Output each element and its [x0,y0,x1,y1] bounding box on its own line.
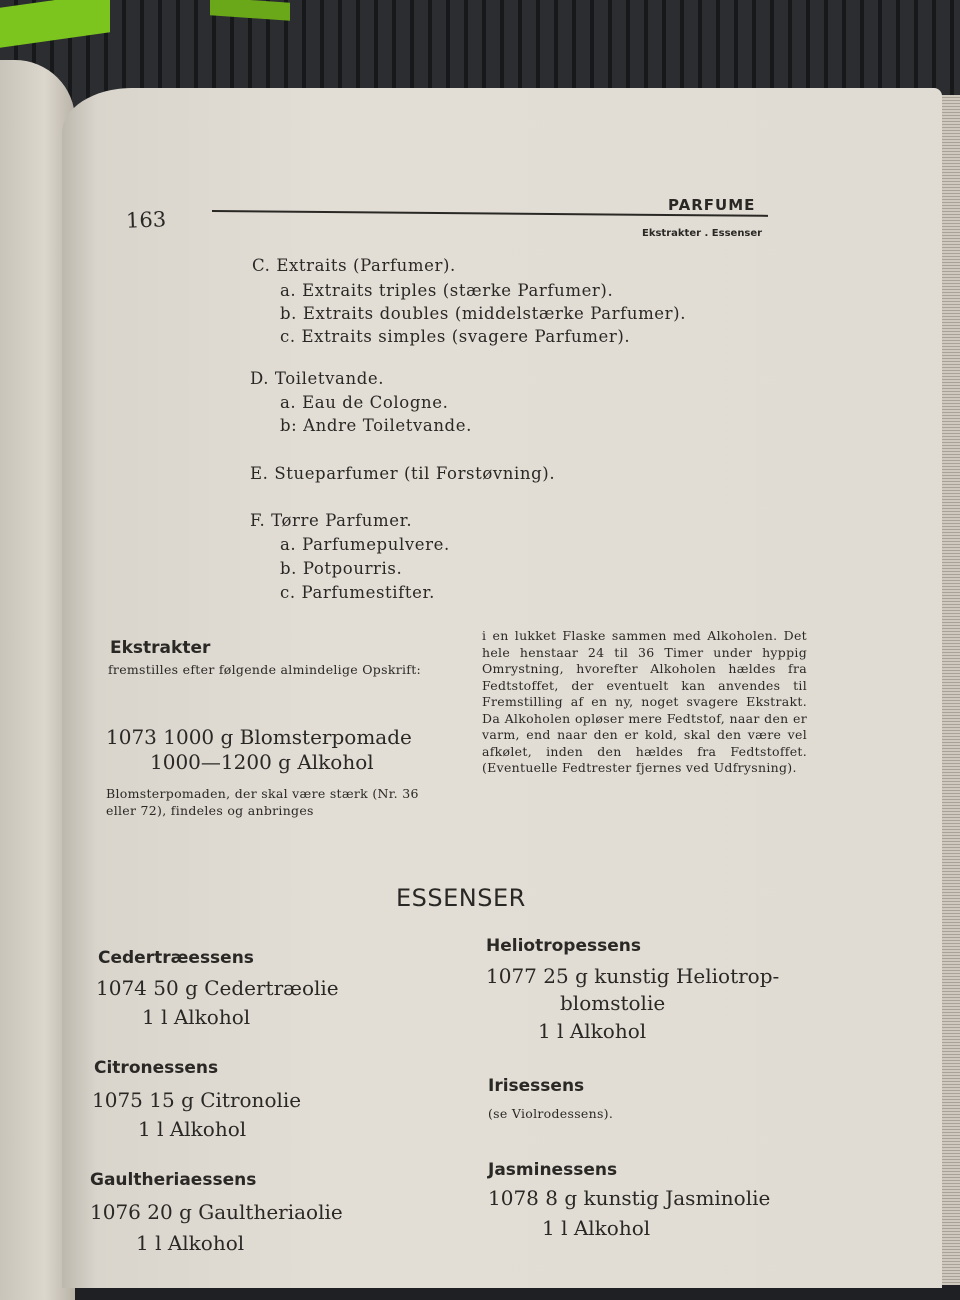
recipe-1077-line1: 1077 25 g kunstig Heliotrop- [486,964,780,988]
essens-cedertrae-heading: Cedertræessens [98,948,254,968]
outline-c-title: C. Extraits (Parfumer). [252,256,456,275]
ekstrakter-note-left: Blomsterpomaden, der skal være stærk (Nr. 36 eller 72), findeles og anbringes [106,786,419,818]
outline-f-c: c. Parfumestifter. [280,583,435,602]
essens-citron-heading: Citronessens [94,1058,219,1078]
recipe-1074-line1: 1074 50 g Cedertræolie [96,976,339,1000]
outline-c-b: b. Extraits doubles (middelstærke Parfumer). [280,304,687,323]
page-number: 163 [125,207,167,233]
recipe-1073-line1: 1073 1000 g Blomsterpomade [106,725,412,749]
outline-c-c: c. Extraits simples (svagere Parfumer). [280,327,631,346]
recipe-1078-line1: 1078 8 g kunstig Jasminolie [488,1186,771,1210]
outline-d-b: b: Andre Toiletvande. [280,416,472,435]
recipe-1077-line2: blomstolie [560,991,666,1015]
outline-d-a: a. Eau de Cologne. [280,393,449,412]
recipe-1073-line2: 1000—1200 g Alkohol [150,750,374,774]
running-header-subtitle: Ekstrakter . Essenser [642,228,763,239]
recipe-1076-line2: 1 l Alkohol [136,1231,245,1255]
outline-f-title: F. Tørre Parfumer. [250,511,413,530]
ekstrakter-note-right: i en lukket Flaske sammen med Alkoholen. Det hele henstaar 24 til 36 Timer under hyppig Omrystning, hvorefter Alkoholen hældes fra Fedtstoffet, der eventuelt kan anvendes til Fremstilling af en ny, noget svagere Ekstrakt. Da Alkoholen opløser mere Fedtstof, naar den er varm, end naar den er kold, skal den være vel afkølet, inden den hældes fra Fedtstoffet. (Eventuelle Fedtrester fjernes ved Udfrysning). [482,628,807,775]
essenser-title: ESSENSER [396,884,526,912]
outline-d-title: D. Toiletvande. [250,369,385,388]
outline-e-title: E. Stueparfumer (til Forstøvning). [250,464,556,483]
essens-jasmin-heading: Jasminessens [488,1160,618,1180]
recipe-1075-line2: 1 l Alkohol [138,1117,247,1141]
recipe-1075-line1: 1075 15 g Citronolie [92,1088,302,1112]
recipe-1076-line1: 1076 20 g Gaultheriaolie [90,1200,343,1224]
ekstrakter-intro: fremstilles efter følgende almindelige Opskrift: [108,662,422,677]
essens-heliotrop-heading: Heliotropessens [486,936,641,956]
ekstrakter-heading: Ekstrakter [110,638,211,658]
recipe-1074-line2: 1 l Alkohol [142,1005,251,1029]
outline-f-b: b. Potpourris. [280,559,403,578]
essens-iris-heading: Irisessens [488,1076,585,1096]
running-header-title: PARFUME [668,196,756,214]
essens-gaultheria-heading: Gaultheriaessens [90,1170,257,1190]
recipe-1077-line3: 1 l Alkohol [538,1019,647,1043]
outline-f-a: a. Parfumepulvere. [280,535,450,554]
essens-iris-reference: (se Violrodessens). [488,1106,614,1121]
recipe-1078-line2: 1 l Alkohol [542,1216,651,1240]
outline-c-a: a. Extraits triples (stærke Parfumer). [280,281,614,300]
